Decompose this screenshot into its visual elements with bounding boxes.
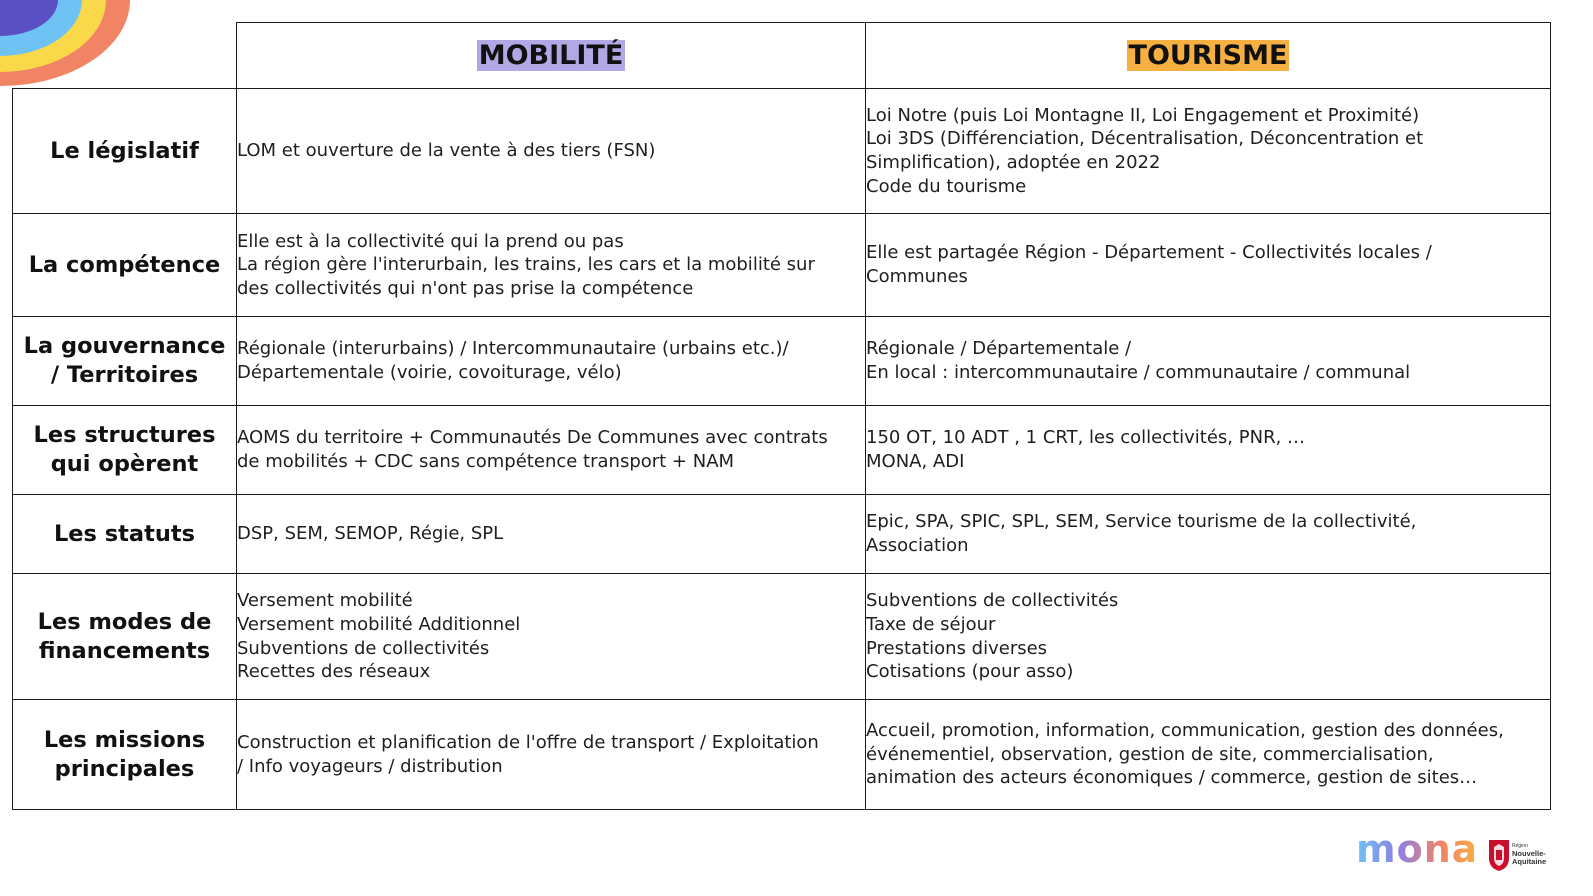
- row-label-line: qui opèrent: [50, 451, 199, 477]
- row-label: [13, 214, 237, 317]
- cell-line: de mobilités + CDC sans compétence transport + NAM: [237, 451, 735, 472]
- cell-line: Communes: [866, 266, 968, 287]
- cell-line: Code du tourisme: [866, 175, 1027, 197]
- row-label: [13, 574, 237, 700]
- cell-line: Subventions de collectivités: [237, 637, 490, 659]
- cell-line: Loi Notre (puis Loi Montagne II, Loi Engagement et Proximité): [866, 104, 1420, 126]
- cell-line: Epic, SPA, SPIC, SPL, SEM, Service tourisme de la collectivité,: [866, 511, 1417, 533]
- cell-mobilite: [237, 495, 866, 574]
- cell-tourisme: [866, 214, 1551, 317]
- row-label: [13, 317, 237, 406]
- cell-line: DSP, SEM, SEMOP, Régie, SPL: [237, 523, 504, 545]
- header-mobilite: [237, 23, 866, 89]
- cell-line: Elle est partagée Région - Département - Collectivités locales /: [866, 242, 1432, 264]
- cell-tourisme: [866, 406, 1551, 495]
- cell-tourisme: [866, 317, 1551, 406]
- cell-mobilite: [237, 317, 866, 406]
- cell-mobilite: [237, 214, 866, 317]
- cell-line: Versement mobilité: [237, 590, 413, 612]
- cell-line: LOM et ouverture de la vente à des tiers (FSN): [237, 140, 656, 162]
- row-label: [13, 495, 237, 574]
- row-label-line: / Territoires: [50, 362, 199, 388]
- cell-tourisme: [866, 700, 1551, 810]
- cell-mobilite: [237, 700, 866, 810]
- cell-line: Recettes des réseaux: [237, 661, 431, 683]
- cell-line: AOMS du territoire + Communautés De Communes avec contrats: [237, 427, 828, 449]
- row-label-line: Les structures: [33, 422, 216, 448]
- cell-line: Départementale (voirie, covoiturage, vélo): [237, 362, 622, 383]
- region-logo-text: Région Nouvelle- Aquitaine: [1512, 843, 1547, 866]
- header-tourisme: [866, 23, 1551, 89]
- empty-corner-cell: [13, 23, 237, 89]
- svg-text:mona: mona: [1356, 828, 1474, 868]
- row-label-line: financements: [38, 637, 211, 664]
- cell-tourisme: [866, 89, 1551, 214]
- cell-tourisme: [866, 495, 1551, 574]
- row-label-line: Les statuts: [53, 520, 196, 547]
- cell-line: animation des acteurs économiques / commerce, gestion de sites…: [866, 767, 1478, 789]
- cell-line: événementiel, observation, gestion de site, commercialisation,: [866, 743, 1434, 765]
- cell-tourisme: [866, 574, 1551, 700]
- cell-line: 150 OT, 10 ADT , 1 CRT, les collectivités, PNR, …: [866, 427, 1306, 449]
- cell-line: La région gère l'interurbain, les trains, les cars et la mobilité sur: [237, 254, 815, 276]
- table-row: [13, 495, 1551, 574]
- cell-mobilite: [237, 406, 866, 495]
- cell-line: Régionale (interurbains) / Intercommunautaire (urbains etc.)/: [237, 338, 789, 360]
- cell-line: Prestations diverses: [866, 637, 1048, 659]
- row-label-line: La compétence: [28, 251, 221, 278]
- cell-line: MONA, ADI: [866, 451, 965, 472]
- cell-line: Cotisations (pour asso): [866, 661, 1074, 683]
- row-label-line: Les missions: [43, 726, 206, 753]
- mona-logo-mark: [1356, 828, 1474, 868]
- comparison-table: [12, 22, 1551, 810]
- cell-line: / Info voyageurs / distribution: [237, 755, 503, 777]
- row-label: [13, 89, 237, 214]
- table-row: [13, 89, 1551, 214]
- cell-line: Régionale / Départementale /: [866, 338, 1132, 360]
- table-row: [13, 214, 1551, 317]
- cell-line: En local : intercommunautaire / communautaire / communal: [866, 362, 1411, 383]
- row-label-line: Le législatif: [50, 137, 199, 164]
- table-row: [13, 406, 1551, 495]
- row-label: [13, 700, 237, 810]
- cell-line: des collectivités qui n'ont pas prise la compétence: [237, 277, 694, 299]
- cell-line: Taxe de séjour: [866, 613, 996, 635]
- cell-line: Simplification), adoptée en 2022: [866, 152, 1161, 173]
- cell-mobilite: [237, 574, 866, 700]
- cell-line: Loi 3DS (Différenciation, Décentralisation, Déconcentration et: [866, 128, 1424, 150]
- cell-mobilite: [237, 89, 866, 214]
- table-row: [13, 574, 1551, 700]
- table-row: [13, 700, 1551, 810]
- cell-line: Construction et planification de l'offre de transport / Exploitation: [237, 731, 819, 753]
- header-mobilite-label: MOBILITÉ: [478, 40, 624, 71]
- table-row: [13, 317, 1551, 406]
- row-label-line: principales: [54, 755, 195, 782]
- header-tourisme-label: TOURISME: [1128, 40, 1288, 71]
- cell-line: Association: [866, 535, 969, 556]
- row-label-line: Les modes de: [37, 608, 212, 635]
- cell-line: Subventions de collectivités: [866, 590, 1119, 612]
- cell-line: Accueil, promotion, information, communication, gestion des données,: [866, 720, 1504, 742]
- row-label: [13, 406, 237, 495]
- cell-line: Versement mobilité Additionnel: [237, 613, 521, 635]
- mona-logo: [1356, 828, 1474, 877]
- row-label-line: La gouvernance: [23, 333, 226, 359]
- cell-line: Elle est à la collectivité qui la prend ou pas: [237, 230, 624, 252]
